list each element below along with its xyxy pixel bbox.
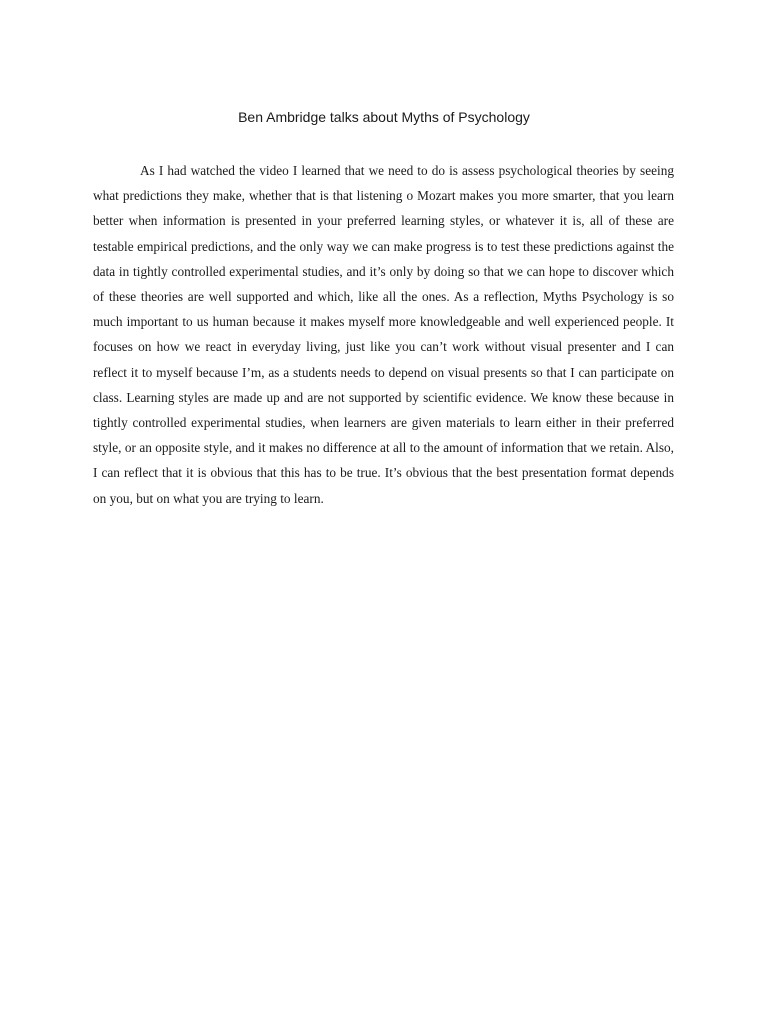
document-title: Ben Ambridge talks about Myths of Psychology [238, 109, 530, 125]
document-paragraph: As I had watched the video I learned that we need to do is assess psychological theories by seeing what predictions they make, whether that is that listening o Mozart makes you more smarter, that you learn better when information is presented in your preferred learning styles, or whatever it is, all of these are testable empirical predictions, and the only way we can make progress is to test these predictions against the data in tightly controlled experimental studies, and it’s only by doing so that we can hope to discover which of these theories are well supported and which, like all the ones. As a reflection, Myths Psychology is so much important to us human because it makes myself more knowledgeable and well experienced people. It focuses on how we react in everyday living, just like you can’t work without visual presenter and I can reflect it to myself because I’m, as a students needs to depend on visual presents so that I can participate on class. Learning styles are made up and are not supported by scientific evidence. We know these because in tightly controlled experimental studies, when learners are given materials to learn either in their preferred style, or an opposite style, and it makes no difference at all to the amount of information that we retain. Also, I can reflect that it is obvious that this has to be true. It’s obvious that the best presentation format depends on you, but on what you are trying to learn. [93, 163, 674, 506]
